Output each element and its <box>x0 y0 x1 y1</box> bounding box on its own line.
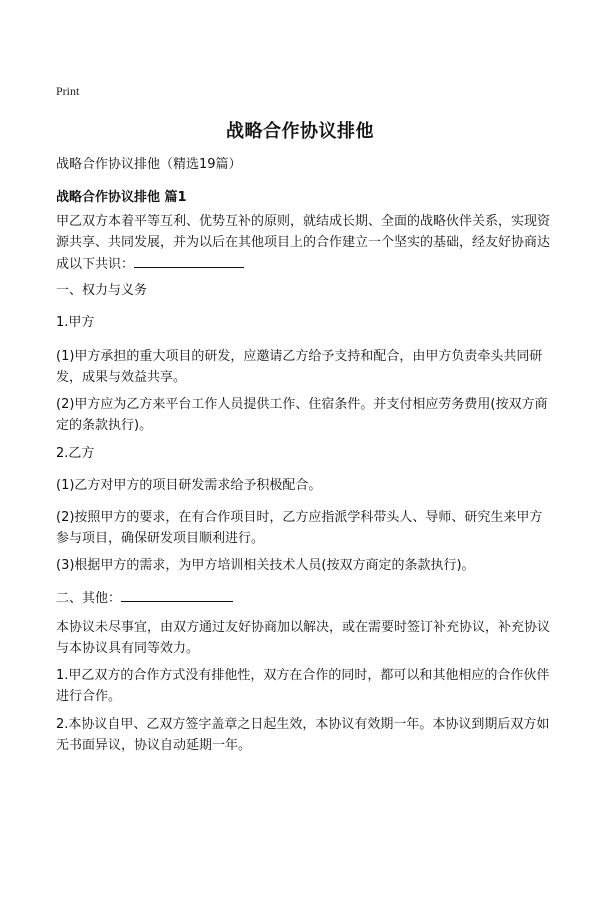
party-b-item-3: (3)根据甲方的需求，为甲方培训相关技术人员(按双方商定的条款执行)。 <box>56 558 475 573</box>
party-b-item-2: (2)按照甲方的要求，在有合作项目时，乙方应指派学科带头人、导师、研究生来甲方参与项目，确保研发项目顺利进行。 <box>56 510 543 546</box>
party-b-item-1: (1)乙方对甲方的项目研发需求给予积极配合。 <box>56 478 322 493</box>
other-paragraph: 本协议未尽事宜，由双方通过友好协商加以解决，或在需要时签订补充协议，补充协议与本协议具有同等效力。 <box>56 620 551 656</box>
section-heading: 战略合作协议排他 篇1 <box>56 190 187 205</box>
other-heading-line <box>56 587 551 609</box>
document-subtitle: 战略合作协议排他（精选19篇） <box>56 157 242 172</box>
clause-1: 1.甲乙双方的合作方式没有排他性，双方在合作的同时，都可以和其他相应的合作伙伴进行合作。 <box>56 668 550 704</box>
intro-paragraph <box>56 211 551 275</box>
rights-heading: 一、权力与义务 <box>56 283 148 298</box>
fill-in-blank <box>121 587 233 602</box>
party-b-heading: 2.乙方 <box>56 446 95 461</box>
party-a-heading: 1.甲方 <box>56 315 95 330</box>
fill-in-blank <box>134 253 244 268</box>
print-link[interactable]: Print <box>56 84 80 98</box>
other-heading: 二、其他： <box>56 591 122 606</box>
party-a-item-2: (2)甲方应为乙方来平台工作人员提供工作、住宿条件。并支付相应劳务费用(按双方商定的条款执行)。 <box>56 397 548 433</box>
page-title: 战略合作协议排他 <box>226 121 374 142</box>
intro-text: 甲乙双方本着平等互利、优势互补的原则，就结成长期、全面的战略伙伴关系，实现资源共享、共同发展，并为以后在其他项目上的合作建立一个坚实的基础，经友好协商达成以下共识： <box>56 214 551 272</box>
party-a-item-1: (1)甲方承担的重大项目的研发，应邀请乙方给予支持和配合，由甲方负责牵头共同研发，成果与效益共享。 <box>56 349 543 385</box>
clause-2: 2.本协议自甲、乙双方签字盖章之日起生效，本协议有效期一年。本协议到期后双方如无书面异议，协议自动延期一年。 <box>56 717 550 753</box>
